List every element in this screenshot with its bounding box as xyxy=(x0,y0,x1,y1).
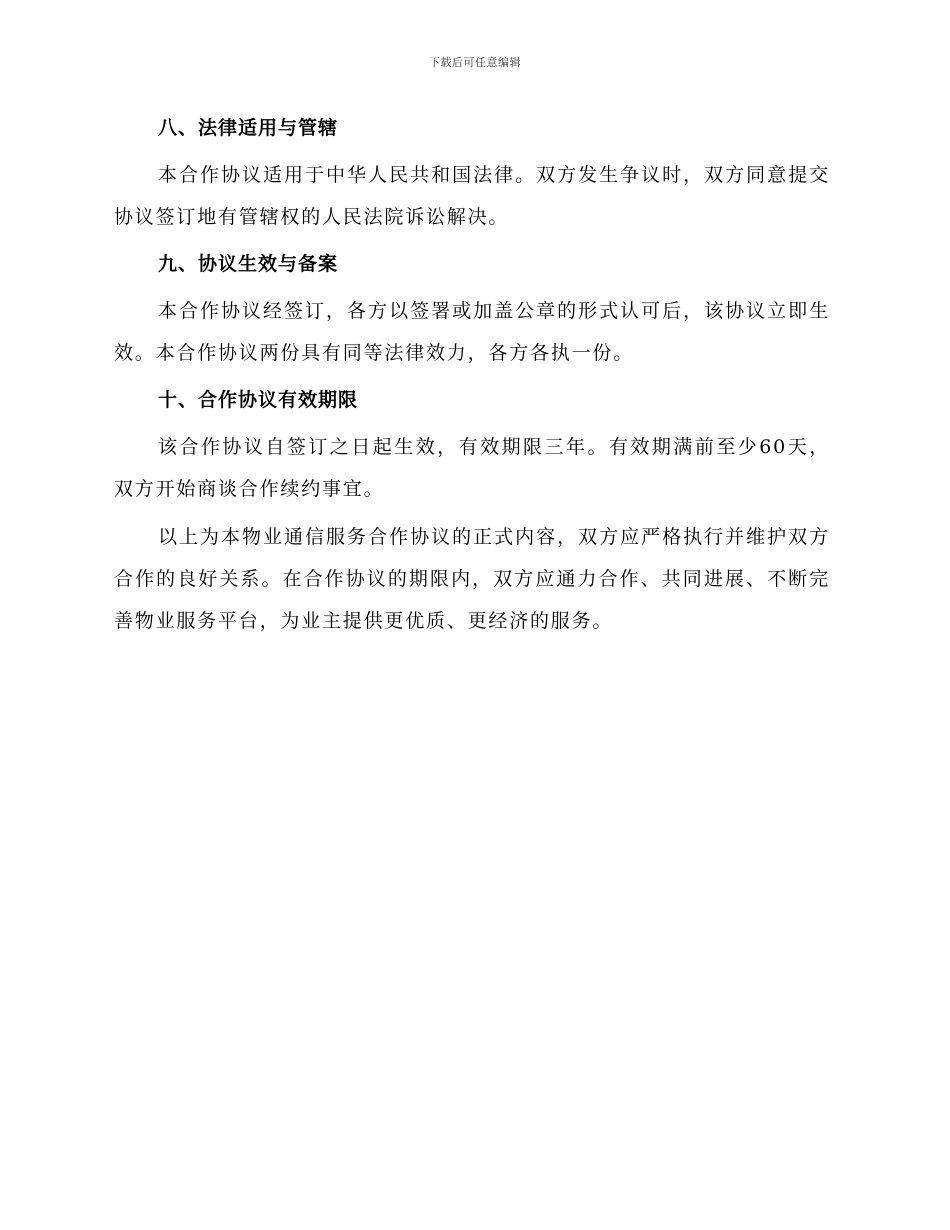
paragraph: 本合作协议适用于中华人民共和国法律。双方发生争议时，双方同意提交协议签订地有管辖权的人民法院诉讼解决。 xyxy=(114,164,830,228)
closing-paragraph: 以上为本物业通信服务合作协议的正式内容，双方应严格执行并维护双方合作的良好关系。在合作协议的期限内，双方应通力合作、共同进展、不断完善物业服务平台，为业主提供更优质、更经济的服务。 xyxy=(114,526,830,632)
document-body xyxy=(114,108,830,648)
section-heading: 十、合作协议有效期限 xyxy=(158,389,359,411)
paragraph: 本合作协议经签订，各方以签署或加盖公章的形式认可后，该协议立即生效。本合作协议两份具有同等法律效力，各方各执一份。 xyxy=(114,300,830,364)
section-heading: 八、法律适用与管辖 xyxy=(158,117,339,139)
section-law xyxy=(114,108,830,238)
section-effectiveness xyxy=(114,244,830,374)
header-note: 下载后可任意编辑 xyxy=(429,56,521,69)
section-term xyxy=(114,380,830,642)
paragraph: 该合作协议自签订之日起生效，有效期限三年。有效期满前至少60天，双方开始商谈合作续约事宜。 xyxy=(114,436,830,500)
section-heading: 九、协议生效与备案 xyxy=(158,253,339,275)
